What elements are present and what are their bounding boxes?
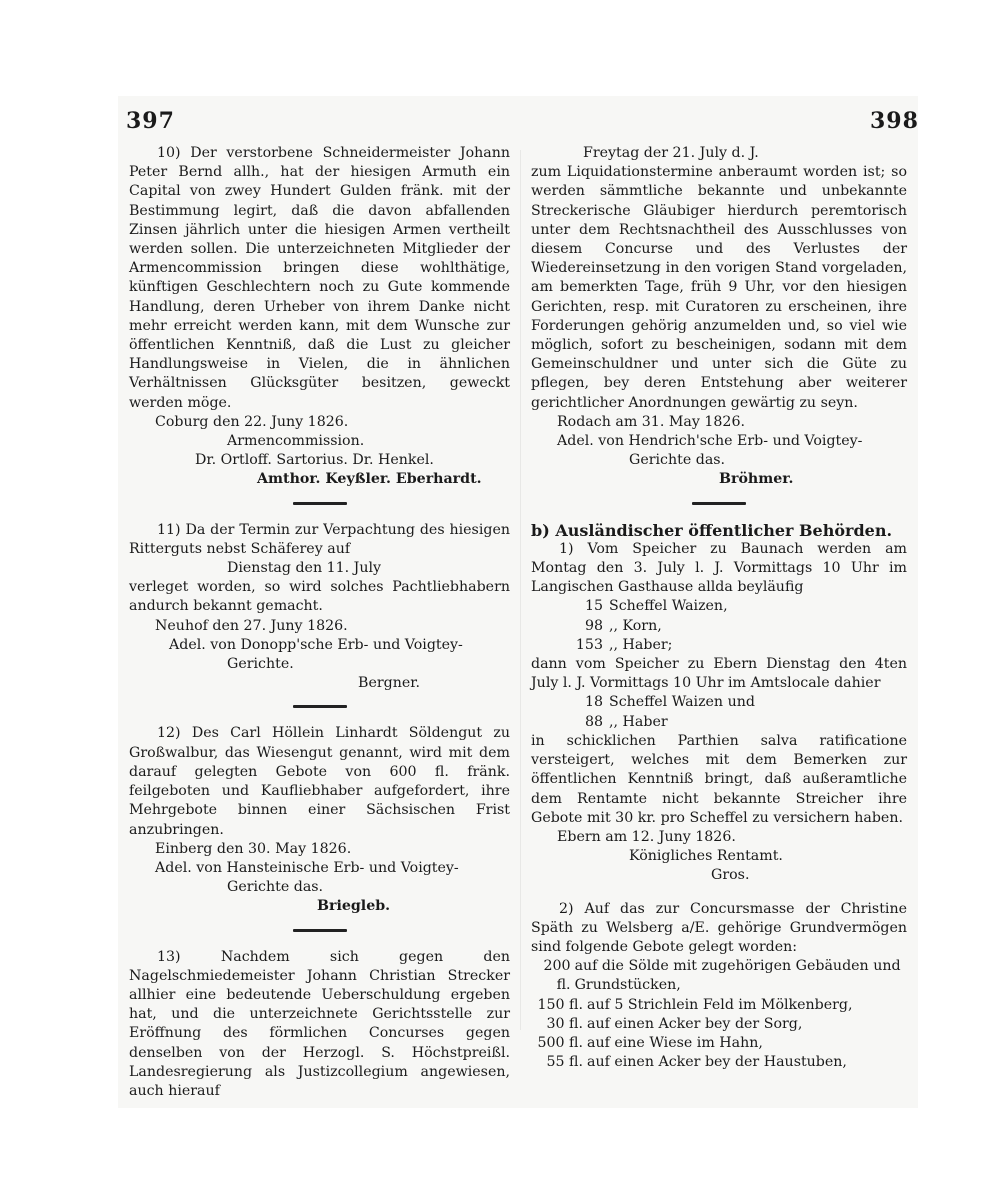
section-divider — [692, 502, 746, 505]
notice-b1 — [531, 540, 907, 886]
notice-b1-date: Ebern am 12. Juny 1826. — [557, 828, 736, 845]
notice-10-body: 10) Der verstorbene Schneidermeister Johann Peter Bernd allh., hat der hiesigen Armuth ein Capital von zwey Hundert Gulden fränk. mit der Bestimmung legirt, daß die davon abfallenden Zinsen jährlich unter die hiesigen Armen vertheilt werden sollen. Die unterzeichneten Mitglieder der Armencommission bringen diese wohlthätige, künftigen Geschlechtern noch zu Gute kommende Handlung, deren Urheber von ihrem Danke nicht mehr erreicht werden kann, mit dem Wunsche zur öffentlichen Kenntniß, daß die Lust zu gleicher Handlungsweise in Vielen, die in ähnlichen Verhältnissen Glücksgüter besitzen, geweckt werden möge. — [129, 145, 510, 411]
bid-description: auf einen Acker bey der Haustuben, — [587, 1054, 847, 1071]
bid-row — [531, 957, 907, 995]
grain-list-baunach — [531, 597, 907, 655]
notice-13-authority-1: Adel. von Hendrich'sche Erb- und Voigtey- — [557, 433, 863, 450]
section-divider — [293, 502, 347, 505]
notice-13-term-date: Freytag der 21. July d. J. — [583, 145, 759, 161]
bid-amount: 500 fl. — [537, 1034, 583, 1051]
bid-row — [531, 1053, 907, 1072]
grain-description: ,, Haber; — [609, 636, 673, 653]
notice-11-authority-2: Gerichte. — [227, 656, 294, 673]
notice-11-authority-1: Adel. von Donopp'sche Erb- und Voigtey- — [169, 636, 463, 653]
notice-12-signature: Briegleb. — [317, 898, 391, 915]
bid-description: auf 5 Strichlein Feld im Mölkenberg, — [587, 996, 853, 1013]
section-divider — [293, 705, 347, 708]
bid-row — [531, 1015, 907, 1034]
grain-row — [531, 597, 907, 616]
bid-amount: 200 fl. — [543, 958, 571, 994]
notice-b1-intro: 1) Vom Speicher zu Baunach werden am Montag den 3. July l. J. Vormittags 10 Uhr im Langischen Gasthause allda beyläufig — [531, 540, 907, 596]
page-number-right: 398 — [870, 108, 919, 134]
grain-quantity: 98 — [584, 617, 603, 634]
notice-12-date: Einberg den 30. May 1826. — [155, 840, 352, 857]
notice-10-authority: Armencommission. — [227, 433, 365, 450]
grain-row — [531, 617, 907, 636]
notice-12 — [129, 724, 510, 916]
notice-11-line-3: verleget worden, so wird solches Pachtliebhabern andurch bekannt gemacht. — [129, 579, 510, 615]
notice-11-date: Neuhof den 27. Juny 1826. — [155, 617, 348, 634]
grain-description: ,, Korn, — [609, 617, 662, 634]
bid-amount: 55 fl. — [546, 1054, 583, 1071]
notice-13-date: Rodach am 31. May 1826. — [557, 413, 745, 430]
notice-13 — [129, 948, 510, 1102]
notice-10 — [129, 144, 510, 490]
notice-b1-ebern: dann vom Speicher zu Ebern Dienstag den 4ten July l. J. Vormittags 10 Uhr im Amtslocale dahier — [531, 656, 907, 692]
grain-row — [531, 636, 907, 655]
grain-description: ,, Haber — [609, 713, 668, 730]
notice-11-signature: Bergner. — [358, 675, 420, 692]
bid-description: auf einen Acker bey der Sorg, — [587, 1015, 803, 1032]
notice-b1-authority: Königliches Rentamt. — [629, 848, 783, 865]
notice-10-signatories-2: Amthor. Keyßler. Eberhardt. — [257, 471, 482, 488]
notice-13-authority-2: Gerichte das. — [629, 452, 726, 469]
bid-amount: 150 fl. — [537, 996, 583, 1013]
grain-description: Scheffel Waizen, — [609, 598, 728, 615]
bid-description: auf eine Wiese im Hahn, — [587, 1034, 763, 1051]
notice-11-line-1: 11) Da der Termin zur Verpachtung des hiesigen Ritterguts nebst Schäferey auf — [129, 521, 510, 557]
left-column — [129, 144, 510, 1101]
page-number-left: 397 — [126, 108, 175, 134]
section-heading-b: b) Ausländischer öffentlicher Behörden. — [531, 520, 893, 540]
grain-list-ebern — [531, 693, 907, 731]
notice-10-signatories-1: Dr. Ortloff. Sartorius. Dr. Henkel. — [195, 452, 434, 469]
notice-b2-intro: 2) Auf das zur Concursmasse der Christine Späth zu Welsberg a/E. gehörige Grundvermögen sind folgende Gebote gelegt worden: — [531, 900, 907, 955]
right-column — [531, 144, 907, 1072]
grain-quantity: 88 — [584, 713, 603, 730]
bid-row — [531, 1034, 907, 1053]
section-divider — [293, 929, 347, 932]
notice-13-continued-body: zum Liquidationstermine anberaumt worden ist; so werden sämmtliche bekannte und unbekannte Streckerische Gläubiger hierdurch peremtorisch unter dem Rechtsnachtheil des Ausschlusses von diesem Concurse und des Verlustes der Wiedereinsetzung in den vorigen Stand vorgeladen, am bemerkten Tage, früh 9 Uhr, vor den hiesigen Gerichten, resp. mit Curatoren zu erscheinen, ihre Forderungen gehörig anzumelden und, so viel wie möglich, sofort zu bescheinigen, sodann mit dem Gemeinschuldner und unter sich die Güte zu pflegen, bey deren Entstehung aber weiterer gerichtlicher Anordnungen gewärtig zu seyn. — [531, 164, 907, 411]
grain-quantity: 15 — [584, 598, 603, 615]
column-gutter — [520, 150, 521, 1030]
notice-12-authority-1: Adel. von Hansteinische Erb- und Voigtey- — [155, 859, 459, 876]
notice-10-date: Coburg den 22. Juny 1826. — [155, 413, 349, 430]
bid-description: auf die Sölde mit zugehörigen Gebäuden und Grundstücken, — [574, 958, 901, 994]
grain-row — [531, 693, 907, 712]
notice-12-body: 12) Des Carl Höllein Linhardt Söldengut zu Großwalbur, das Wiesengut genannt, wird mit dem darauf gelegten Gebote von 600 fl. fränk. feilgeboten und Kaufliebhaber aufgefordert, ihre Mehrgebote binnen einer Sächsischen Frist anzubringen. — [129, 725, 510, 838]
bid-row — [531, 996, 907, 1015]
notice-b1-body: in schicklichen Parthien salva ratificatione versteigert, welches mit dem Bemerken zur öffentlichen Kenntniß bringt, daß außeramtliche dem Rentamte nicht bekannte Streicher ihre Gebote mit 30 kr. pro Scheffel zu versichern haben. — [531, 732, 907, 826]
grain-row — [531, 713, 907, 732]
notice-13-signature: Bröhmer. — [719, 471, 794, 488]
grain-quantity: 153 — [575, 636, 603, 653]
notice-12-authority-2: Gerichte das. — [227, 879, 324, 896]
bid-amount: 30 fl. — [546, 1015, 583, 1032]
notice-13-continued — [531, 144, 907, 490]
spacer — [531, 886, 907, 900]
notice-13-body: 13) Nachdem sich gegen den Nagelschmiedemeister Johann Christian Strecker allhier eine bedeutende Ueberschuldung ergeben hat, und die unterzeichnete Gerichtsstelle zur Eröffnung des förmlichen Concurses gegen denselben von der Herzogl. S. Höchstpreißl. Landesregierung als Justizcollegium angewiesen, auch hierauf — [129, 948, 510, 1099]
notice-b2 — [531, 900, 907, 1073]
notice-11 — [129, 521, 510, 694]
grain-quantity: 18 — [584, 694, 603, 711]
grain-description: Scheffel Waizen und — [609, 694, 755, 711]
notice-11-date-line: Dienstag den 11. July — [227, 560, 382, 577]
notice-b1-signature: Gros. — [711, 867, 750, 884]
